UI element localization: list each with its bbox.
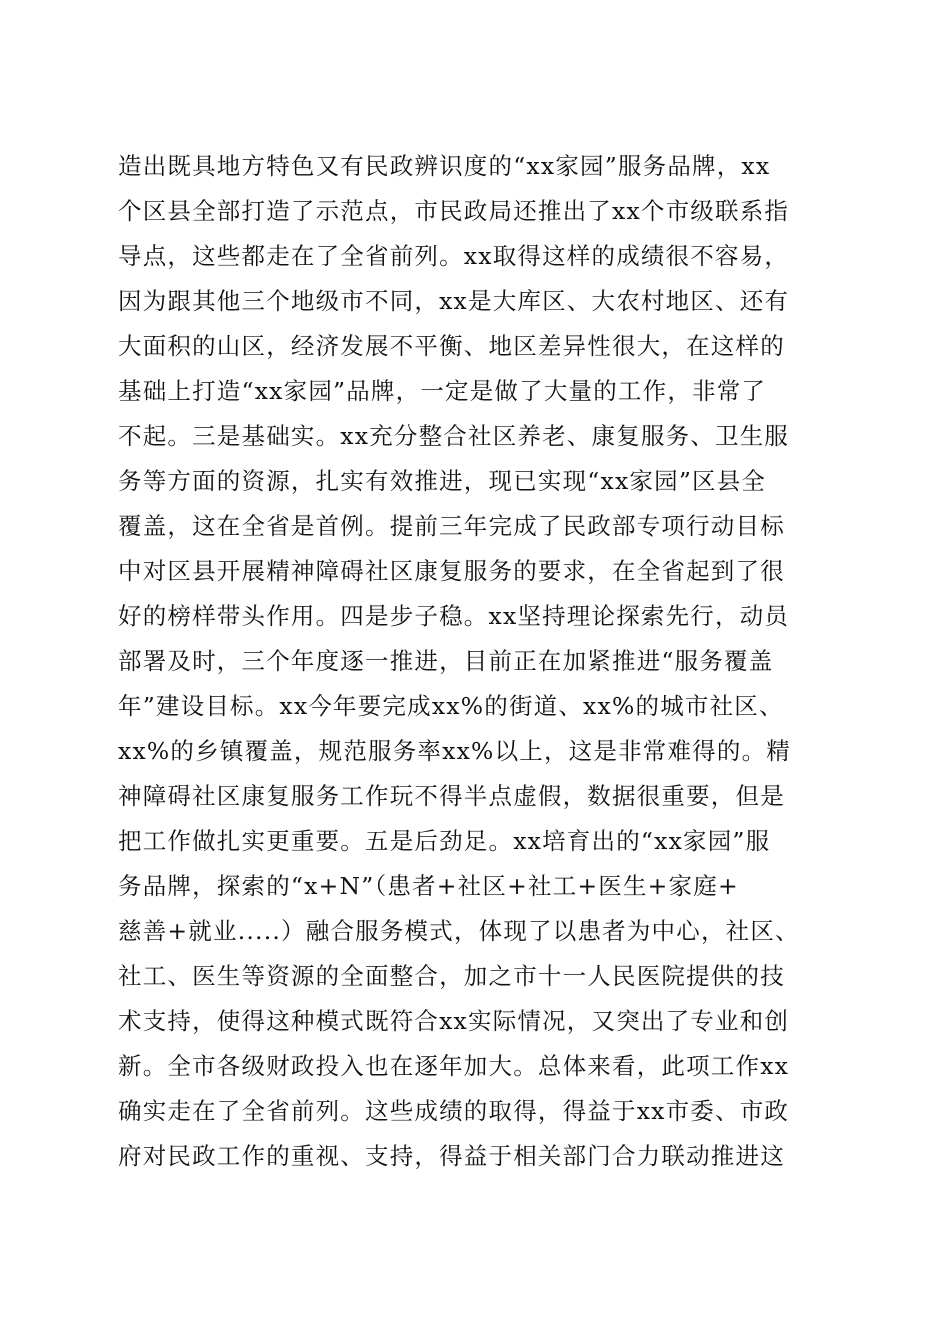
text-line: 新。全市各级财政投入也在逐年加大。总体来看，此项工作xx (118, 1052, 790, 1080)
text-line: xx%的乡镇覆盖，规范服务率xx%以上，这是非常难得的。精 (118, 737, 791, 765)
text-line: 因为跟其他三个地级市不同，xx是大库区、大农村地区、还有 (118, 287, 790, 315)
text-line: 好的榜样带头作用。四是步子稳。xx坚持理论探索先行，动员 (118, 602, 790, 630)
text-line: 造出既具地方特色又有民政辨识度的“xx家园”服务品牌，xx (118, 152, 771, 180)
text-line: 术支持，使得这种模式既符合xx实际情况，又突出了专业和创 (118, 1007, 790, 1035)
text-line: 个区县全部打造了示范点，市民政局还推出了xx个市级联系指 (118, 197, 790, 225)
text-line: 大面积的山区，经济发展不平衡、地区差异性很大，在这样的 (118, 332, 785, 360)
text-line: 神障碍社区康复服务工作玩不得半点虚假，数据很重要，但是 (118, 782, 785, 810)
text-line: 中对区县开展精神障碍社区康复服务的要求，在全省起到了很 (118, 557, 785, 585)
text-line: 务等方面的资源，扎实有效推进，现已实现“xx家园”区县全 (118, 467, 767, 495)
text-line: 把工作做扎实更重要。五是后劲足。xx培育出的“xx家园”服 (118, 827, 771, 855)
text-line: 府对民政工作的重视、支持，得益于相关部门合力联动推进这 (118, 1142, 785, 1170)
text-line: 基础上打造“xx家园”品牌，一定是做了大量的工作，非常了 (118, 377, 767, 405)
text-line: 社工、医生等资源的全面整合，加之市十一人民医院提供的技 (118, 962, 785, 990)
text-line: 导点，这些都走在了全省前列。xx取得这样的成绩很不容易， (118, 242, 790, 270)
body-text (118, 144, 858, 1179)
text-line: 年”建设目标。xx今年要完成xx%的街道、xx%的城市社区、 (118, 692, 784, 720)
text-line: 覆盖，这在全省是首例。提前三年完成了民政部专项行动目标 (118, 512, 785, 540)
text-line: 慈善+就业.....）融合服务模式，体现了以患者为中心，社区、 (118, 917, 800, 945)
text-line: 务品牌，探索的“x+N”（患者+社区+社工+医生+家庭+ (118, 872, 739, 900)
text-line: 部署及时，三个年度逐一推进，目前正在加紧推进“服务覆盖 (118, 647, 774, 675)
text-line: 不起。三是基础实。xx充分整合社区养老、康复服务、卫生服 (118, 422, 790, 450)
text-line: 确实走在了全省前列。这些成绩的取得，得益于xx市委、市政 (118, 1097, 790, 1125)
